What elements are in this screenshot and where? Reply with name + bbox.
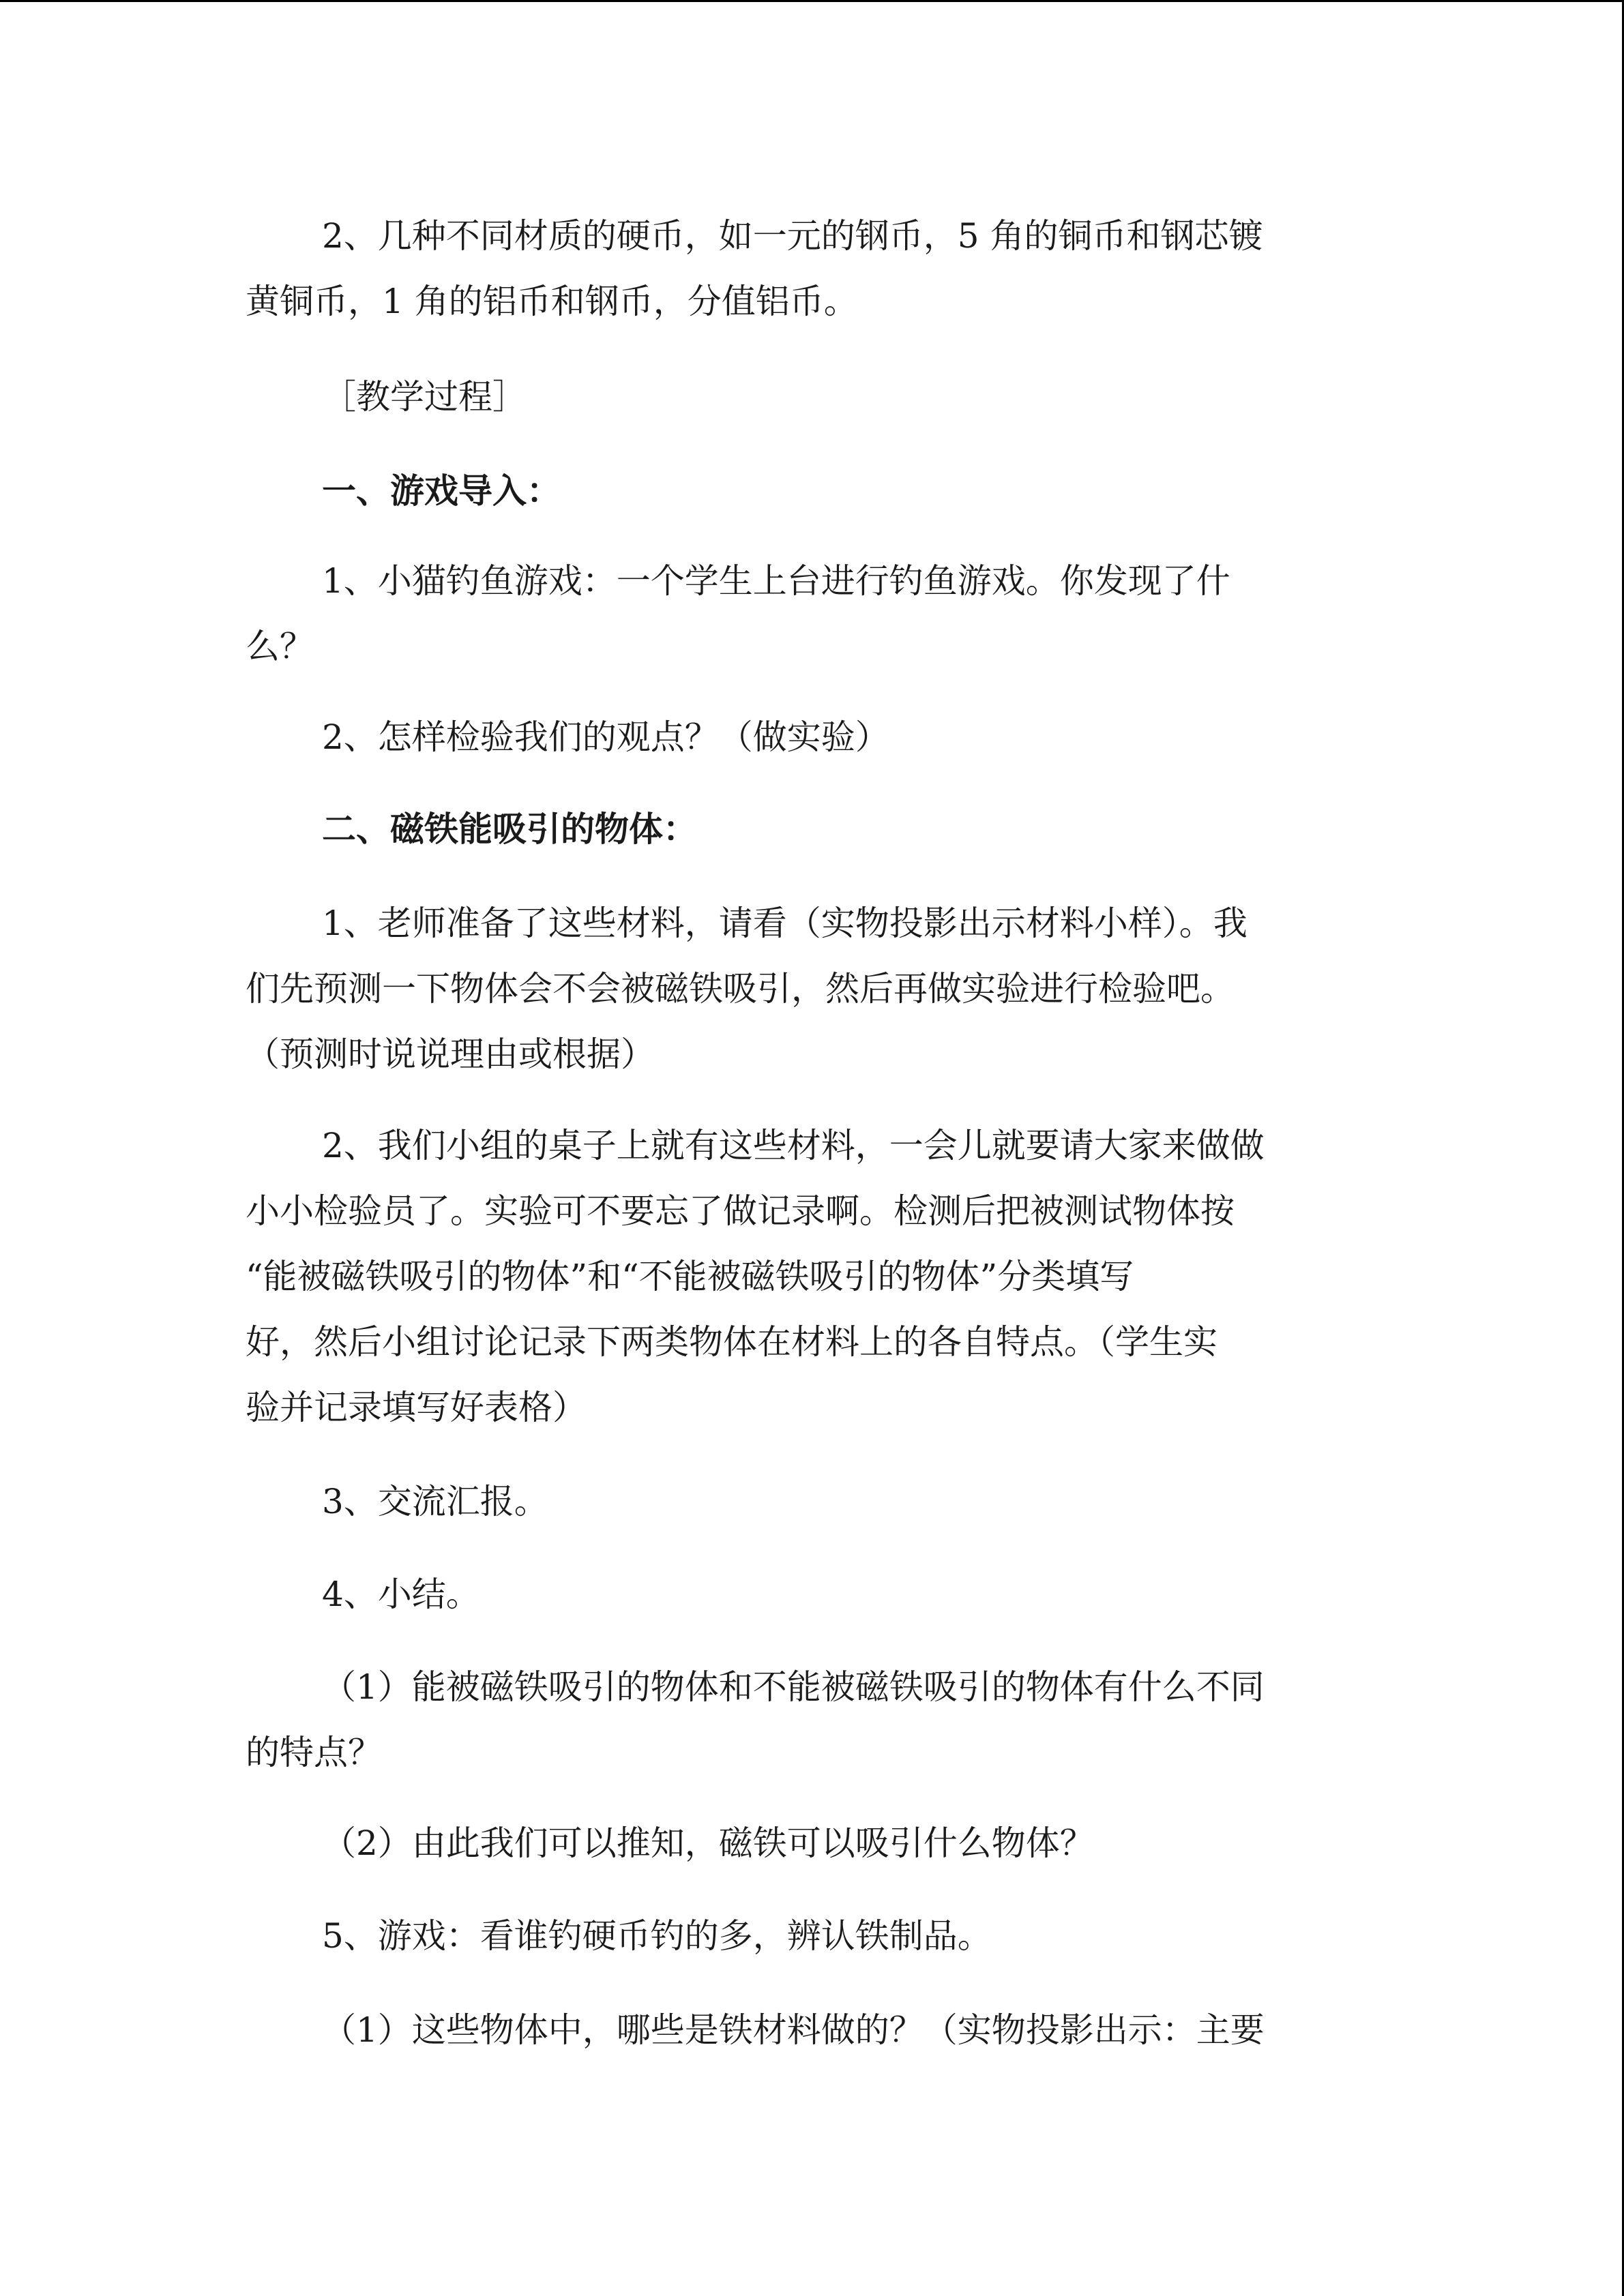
paragraph-fishing-game	[246, 548, 1378, 679]
paragraph-verify-views	[246, 704, 1378, 770]
text-line: 小小检验员了。实验可不要忘了做记录啊。检测后把被测试物体按	[246, 1191, 1235, 1231]
paragraph-teacher-materials	[246, 891, 1378, 1087]
text-line: 4、小结。	[322, 1575, 480, 1614]
text-line: 们先预测一下物体会不会被磁铁吸引，然后再做实验进行检验吧。	[246, 969, 1235, 1009]
text-line: “能被磁铁吸引的物体”和“不能被磁铁吸引的物体”分类填写	[246, 1257, 1134, 1296]
text-line: 二、磁铁能吸引的物体：	[322, 809, 697, 849]
text-line: 的特点？	[246, 1733, 382, 1772]
text-line: 3、交流汇报。	[322, 1482, 548, 1521]
text-line: 1、小猫钓鱼游戏：一个学生上台进行钓鱼游戏。你发现了什	[322, 561, 1230, 601]
text-line: 黄铜币，1 角的铝币和钢币，分值铝币。	[246, 282, 858, 321]
text-line: 2、我们小组的桌子上就有这些材料，一会儿就要请大家来做做	[322, 1126, 1265, 1165]
text-line: ［教学过程］	[322, 377, 527, 417]
paragraph-materials-coins	[246, 203, 1378, 334]
text-line: （2）由此我们可以推知，磁铁可以吸引什么物体？	[322, 1823, 1094, 1863]
text-line: 么？	[246, 627, 314, 666]
paragraph-question-1	[246, 1654, 1378, 1785]
heading-game-intro	[246, 458, 1378, 524]
text-line: 验并记录填写好表格）	[246, 1388, 587, 1427]
text-line: （1）这些物体中，哪些是铁材料做的？（实物投影出示：主要	[322, 2010, 1265, 2050]
page-top-edge	[0, 0, 1624, 2]
paragraph-question-2	[246, 1810, 1378, 1876]
text-line: 一、游戏导入：	[322, 471, 561, 511]
text-line: （预测时说说理由或根据）	[246, 1034, 655, 1074]
paragraph-iron-objects	[246, 1997, 1378, 2063]
section-heading-teaching-process	[246, 364, 1378, 430]
heading-magnet-objects	[246, 796, 1378, 862]
paragraph-coin-game	[246, 1903, 1378, 1969]
paragraph-report	[246, 1469, 1378, 1534]
text-line: 2、怎样检验我们的观点？（做实验）	[322, 717, 889, 757]
paragraph-summary	[246, 1562, 1378, 1627]
text-line: 1、老师准备了这些材料，请看（实物投影出示材料小样）。我	[322, 904, 1247, 943]
text-line: 2、几种不同材质的硬币，如一元的钢币，5 角的铜币和钢芯镀	[322, 216, 1263, 256]
text-line: 好，然后小组讨论记录下两类物体在材料上的各自特点。（学生实	[246, 1322, 1217, 1362]
paragraph-group-experiment	[246, 1113, 1378, 1440]
text-line: （1）能被磁铁吸引的物体和不能被磁铁吸引的物体有什么不同	[322, 1667, 1265, 1707]
text-line: 5、游戏：看谁钓硬币钓的多，辨认铁制品。	[322, 1916, 992, 1956]
